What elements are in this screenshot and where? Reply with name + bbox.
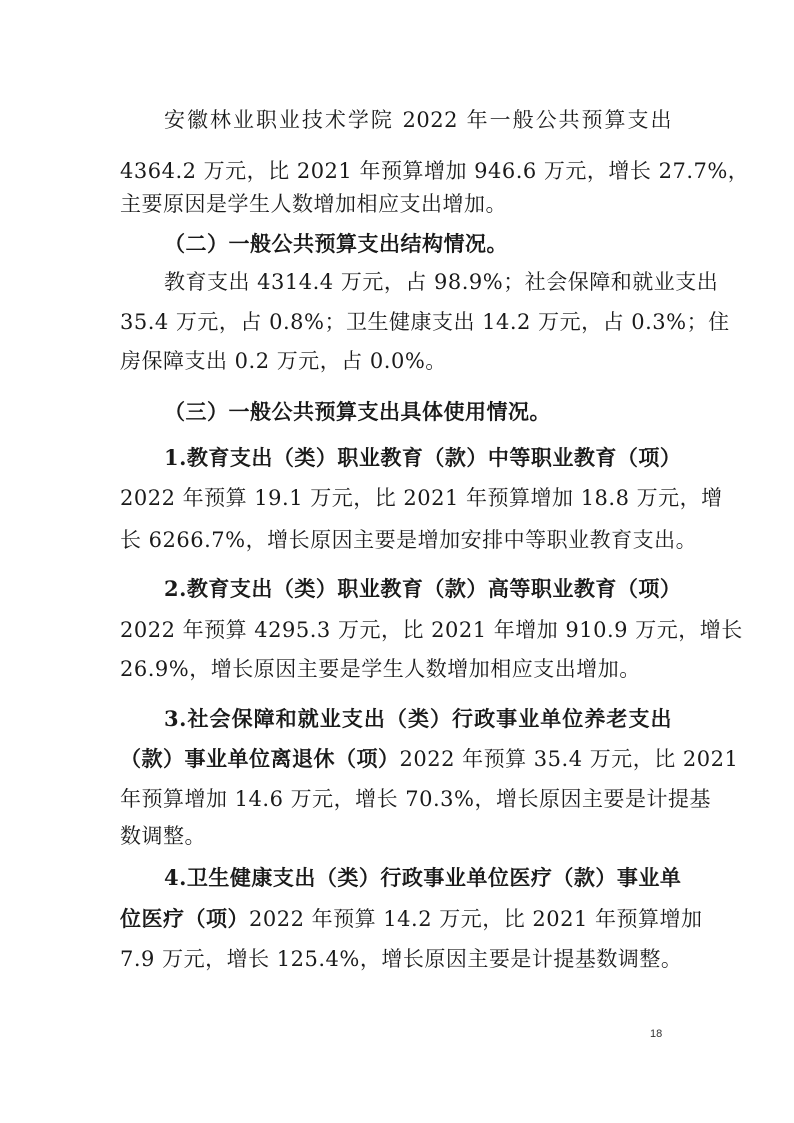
item-3-title: 3.社会保障和就业支出（类）行政事业单位养老支出 [164,706,672,731]
paragraph-2-line-2: 35.4 万元，占 0.8%；卫生健康支出 14.2 万元，占 0.3%；住 [120,310,730,334]
item-3-line-2 [120,745,739,773]
item-1-line-2: 2022 年预算 19.1 万元，比 2021 年预算增加 18.8 万元，增 [120,486,723,510]
section-heading-2: （二）一般公共预算支出结构情况。 [164,231,508,256]
item-2-line-2: 2022 年预算 4295.3 万元，比 2021 年增加 910.9 万元，增长 [120,618,743,642]
item-2-line-3: 26.9%，增长原因主要是学生人数增加相应支出增加。 [120,657,641,681]
page-number: 18 [650,1028,663,1040]
item-4-title: 4.卫生健康支出（类）行政事业单位医疗（款）事业单 [164,865,682,890]
item-1-line-3: 长 6266.7%，增长原因主要是增加安排中等职业教育支出。 [120,528,698,552]
item-1-title: 1.教育支出（类）职业教育（款）中等职业教育（项） [164,445,682,470]
item-2-title: 2.教育支出（类）职业教育（款）高等职业教育（项） [164,576,682,601]
paragraph-1-line-1: 安徽林业职业技术学院 2022 年一般公共预算支出 [164,108,672,132]
item-4-line-2-bold: 位医疗（项） [120,906,249,931]
item-4-line-2-rest: 2022 年预算 14.2 万元，比 2021 年预算增加 [249,907,703,931]
paragraph-2-line-1: 教育支出 4314.4 万元，占 98.9%；社会保障和就业支出 [164,270,719,294]
paragraph-1-line-2: 4364.2 万元，比 2021 年预算增加 946.6 万元，增长 27.7%， [120,159,750,183]
item-4-line-3: 7.9 万元，增长 125.4%，增长原因主要是计提基数调整。 [120,947,683,971]
item-3-line-2-rest: 2022 年预算 35.4 万元，比 2021 [399,747,739,771]
paragraph-1-line-3: 主要原因是学生人数增加相应支出增加。 [120,192,507,216]
item-3-line-2-bold: （款）事业单位离退休（项） [120,746,400,771]
item-3-line-3: 年预算增加 14.6 万元，增长 70.3%，增长原因主要是计提基 [120,787,711,811]
section-heading-3: （三）一般公共预算支出具体使用情况。 [164,399,551,424]
item-4-line-2 [120,905,703,933]
paragraph-2-line-3: 房保障支出 0.2 万元，占 0.0%。 [120,349,447,373]
item-3-line-4: 数调整。 [120,824,206,848]
